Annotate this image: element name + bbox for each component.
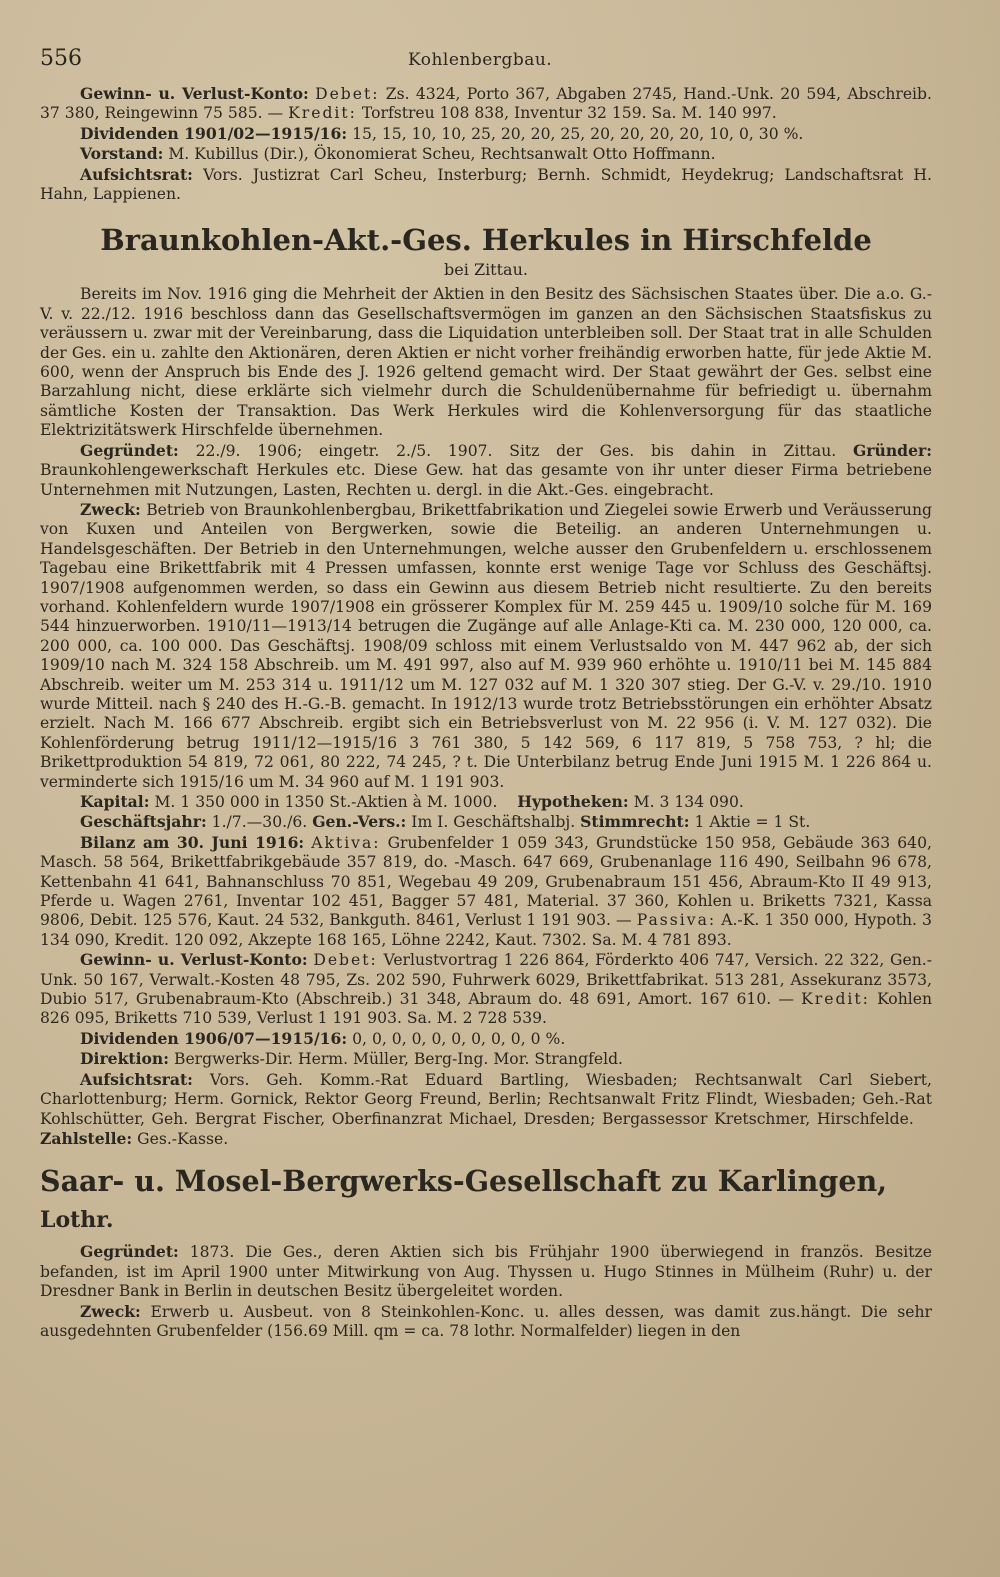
paying-agent-text: Ges.-Kasse. — [137, 1129, 229, 1148]
supervisory-text-2: Vors. Geh. Komm.-Rat Eduard Bartling, Wiesbaden; Rechtsanwalt Carl Siebert, Charlottenburg; Herm. Gornick, Rektor Georg Freund, Berlin; Rechtsanwalt Fritz Flindt, Wiesbaden; Geh.-Rat Kohlschütter, Geh. Bergrat Fischer, Oberfinanzrat Michael, Dresden; Bergassessor Kretschmer, Hirschfelde. — [40, 1070, 933, 1128]
balance-paragraph — [40, 833, 932, 950]
founders-text: Braunkohlengewerkschaft Herkules etc. Diese Gew. hat das gesamte von ihr unter dieser Firma betriebene Unternehmen mit Nutzungen, Lasten, Rechten u. dergl. in die Akt.-Ges. eingebracht. — [40, 461, 932, 499]
saar-purpose-text: Erwerb u. Ausbeut. von 8 Steinkohlen-Konc. u. alles dessen, was damit zus.hängt. Die sehr ausgedehnten Grubenfelder (156.69 Mill. qm = ca. 78 lothr. Normalfelder) liegen in den — [40, 1302, 932, 1340]
supervisory-paragraph-2 — [40, 1070, 932, 1150]
general-meeting-text: Im I. Geschäftshalbj. — [411, 813, 576, 832]
dividends-label: Dividenden 1901/02—1915/16: — [80, 123, 348, 143]
guv-debet-text-2: Verlustvortrag 1 226 864, Förderkto 406 747, Versich. 22 322, Gen.-Unk. 50 167, Verwalt.-Kosten 48 795, Zs. 202 590, Fuhrwerk 6029, Brikettfabrikat. 513 281, Assekuranz 3573, Dubio 517, Grubenabraum-Kto (Abschreib.) 31 348, Abraum do. 48 691, Amort. 167 610. — — [40, 951, 932, 1009]
balance-passiva-label: Passiva: — [636, 911, 717, 930]
supervisory-paragraph-1 — [40, 165, 932, 205]
dividends-text-2: 0, 0, 0, 0, 0, 0, 0, 0, 0, 0 %. — [352, 1029, 566, 1048]
dividends-label-2: Dividenden 1906/07—1915/16: — [80, 1028, 348, 1048]
dividends-paragraph-1 — [40, 124, 932, 144]
company-title-herkules: Braunkohlen-Akt.-Ges. Herkules in Hirschfelde — [100, 223, 872, 258]
capital-paragraph — [40, 792, 932, 812]
balance-label: Bilanz am 30. Juni 1916: — [80, 832, 305, 852]
fiscal-paragraph — [40, 812, 932, 832]
dividends-text: 15, 15, 10, 10, 25, 20, 20, 25, 20, 20, 20, 20, 10, 0, 30 %. — [352, 124, 804, 143]
guv-label: Gewinn- u. Verlust-Konto: — [80, 84, 309, 103]
guv-kredit-label-2: Kredit: — [801, 990, 870, 1009]
supervisory-label-2: Aufsichtsrat: — [80, 1069, 193, 1089]
board-paragraph-1 — [40, 144, 932, 164]
founded-paragraph — [40, 441, 932, 500]
guv-debet-label: Debet: — [315, 85, 380, 103]
direction-text: Bergwerks-Dir. Herm. Müller, Berg-Ing. Mor. Strangfeld. — [173, 1050, 624, 1069]
saar-founded-paragraph — [40, 1242, 932, 1301]
voting-right-text: 1 Aktie = 1 St. — [694, 813, 811, 832]
saar-purpose-label: Zweck: — [80, 1301, 141, 1321]
company-title-saar — [40, 1163, 932, 1238]
purpose-text: Betrieb von Braunkohlenbergbau, Brikettfabrikation und Ziegelei sowie Erwerb und Veräusserung von Kuxen und Anteilen von Bergwerken, sowie die Beteilig. an anderen Unternehmungen u. Handelsgeschäften. Der Betrieb in den Unternehmungen, welche ausser den Grubenfeldern u. erschlossenem Tagebau eine Brikettfabrik mit 4 Pressen umfassen, konnte erst wenige Tage vor Schluss des Geschäftsj. 1907/1908 aufgenommen werden, so dass ein Gewinn aus diesem Betrieb nicht resultierte. Zu den bereits vorhand. Kohlenfeldern wurde 1907/1908 ein grösserer Komplex für M. 259 445 u. 1909/10 solche für M. 169 544 hinzuerworben. 1910/11—1913/14 betrugen die Zugänge auf alle Anlage-Kti ca. M. 230 000, 120 000, ca. 200 000, ca. 100 000. Das Geschäftsj. 1908/09 schloss mit einem Verlustsaldo von M. 447 962 ab, der sich 1909/10 nach M. 324 158 Abschreib. um M. 491 997, also auf M. 939 960 erhöhte u. 1910/11 bei M. 145 884 Abschreib. weiter um M. 253 314 u. 1911/12 um M. 127 032 auf M. 1 320 307 stieg. Der G.-V. v. 29./10. 1910 wurde Mitteil. nach § 240 des H.-G.-B. gemacht. In 1912/13 wurde trotz Betriebsstörungen ein erhöhter Absatz erzielt. Nach M. 166 677 Abschreib. ergibt sich ein Betriebsverlust von M. 22 956 (i. V. M. 127 032). Die Kohlenförderung betrug 1911/12—1915/16 3 761 380, 5 142 569, 6 117 819, 5 758 753, ? hl; die Brikettproduktion 54 819, 72 061, 80 222, 74 245, ? t. Die Unterbilanz betrug Ende Juni 1915 M. 1 226 864 u. verminderte sich 1915/16 um M. 34 960 auf M. 1 191 903. — [40, 500, 932, 791]
founders-label: Gründer: — [852, 440, 932, 460]
guv-kredit-text-2: Kohlen 826 095, Briketts 710 539, Verlust 1 191 903. Sa. M. 2 728 539. — [40, 990, 932, 1028]
running-head — [40, 38, 932, 84]
balance-aktiva-label: Aktiva: — [311, 833, 381, 852]
guv-paragraph-2 — [40, 950, 932, 1029]
balance-aktiva-text: Grubenfelder 1 059 343, Grundstücke 150 958, Gebäude 363 640, Masch. 58 564, Brikettfabrikgebäude 357 819, do. -Masch. 647 669, Grubenanlage 116 490, Seilbahn 96 678, Kettenbahn 41 641, Bahnanschluss 70 851, Wegebau 49 209, Grubenabraum 151 456, Abraum-Kto II 49 913, Pferde u. Wagen 2761, Inventar 102 451, Bagger 57 481, Material. 37 360, Kohlen u. Briketts 7321, Kassa 9806, Debit. 125 576, Kaut. 24 532, Bankguth. 8461, Verlust 1 191 903. — — [40, 833, 932, 930]
direction-paragraph — [40, 1049, 932, 1069]
company-title-saar-suffix: Lothr. — [40, 1207, 114, 1234]
running-title: Kohlenbergbau. — [408, 50, 553, 70]
founded-label: Gegründet: — [80, 440, 179, 460]
supervisory-label: Aufsichtsrat: — [80, 164, 193, 184]
mortgages-text: M. 3 134 090. — [633, 793, 744, 811]
guv-label-2: Gewinn- u. Verlust-Konto: — [80, 950, 308, 970]
board-label: Vorstand: — [80, 144, 164, 164]
dividends-paragraph-2 — [40, 1029, 932, 1049]
guv-kredit-label: Kredit: — [288, 104, 357, 123]
founded-text: 22./9. 1906; eingetr. 2./5. 1907. Sitz der Ges. bis dahin in Zittau. — [195, 441, 837, 460]
board-text: M. Kubillus (Dir.), Ökonomierat Scheu, Rechtsanwalt Otto Hoffmann. — [168, 145, 716, 164]
purpose-label: Zweck: — [80, 499, 141, 519]
fiscal-year-text: 1./7.—30./6. — [211, 813, 308, 832]
guv-kredit-text: Torfstreu 108 838, Inventur 32 159. Sa. M. 140 997. — [361, 104, 777, 123]
guv-debet-text: Zs. 4324, Porto 367, Abgaben 2745, Hand.-Unk. 20 594, Abschreib. 37 380, Reingewinn 75 585. — — [40, 85, 932, 123]
general-meeting-label: Gen.-Vers.: — [312, 812, 407, 832]
voting-right-label: Stimmrecht: — [580, 812, 690, 832]
intro-paragraph: Bereits im Nov. 1916 ging die Mehrheit der Aktien in den Besitz des Sächsischen Staates über. Die a.o. G.-V. v. 22./12. 1916 beschloss dann das Gesellschaftsvermögen im ganzen an den Sächsischen Staatsfiskus zu veräussern u. zwar mit der Vereinbarung, dass die Liquidation unterbleiben soll. Der Staat trat in alle Schulden der Ges. ein u. zahlte den Aktionären, deren Aktien er nicht vorher freihändig erworben hatte, für jede Aktie M. 600, wenn der Anspruch bis Ende des J. 1926 geltend gemacht wird. Der Staat gewährt der Ges. selbst eine Barzahlung nicht, diese erklärte sich vielmehr durch die Schuldenübernahme für befriedigt u. übernahm sämtliche Kosten der Transaktion. Das Werk Herkules wird die Kohlenversorgung für das staatliche Elektrizitätswerk Hirschfelde übernehmen. — [40, 285, 932, 440]
mortgages-label: Hypotheken: — [517, 792, 629, 811]
saar-founded-label: Gegründet: — [80, 1242, 179, 1262]
guv-paragraph-1 — [40, 84, 932, 124]
capital-label: Kapital: — [80, 792, 150, 811]
page-number: 556 — [40, 46, 82, 71]
saar-founded-text: 1873. Die Ges., deren Aktien sich bis Frühjahr 1900 überwiegend in französ. Besitze befanden, ist im April 1900 unter Mitwirkung von Aug. Thyssen u. Hugo Stinnes in Mülheim (Ruhr) u. der Dresdner Bank in Berlin in deutschen Besitz übergeleitet worden. — [40, 1243, 932, 1301]
guv-debet-label-2: Debet: — [313, 951, 378, 970]
direction-label: Direktion: — [80, 1049, 170, 1069]
paying-agent-label: Zahlstelle: — [40, 1128, 133, 1148]
balance-passiva-text: A.-K. 1 350 000, Hypoth. 3 134 090, Kredit. 120 092, Akzepte 168 165, Löhne 2242, Kaut. 7302. Sa. M. 4 781 893. — [40, 911, 932, 949]
purpose-paragraph — [40, 500, 932, 792]
capital-text: M. 1 350 000 in 1350 St.-Aktien à M. 1000. — [154, 793, 498, 811]
company-title-saar-main: Saar- u. Mosel-Bergwerks-Gesellschaft zu Karlingen, — [40, 1164, 888, 1199]
company-subtitle-herkules: bei Zittau. — [444, 260, 528, 280]
supervisory-text: Vors. Justizrat Carl Scheu, Insterburg; Bernh. Schmidt, Heydekrug; Landschaftsrat H. Hahn, Lappienen. — [40, 165, 932, 204]
saar-purpose-paragraph — [40, 1302, 932, 1342]
fiscal-year-label: Geschäftsjahr: — [80, 812, 207, 832]
